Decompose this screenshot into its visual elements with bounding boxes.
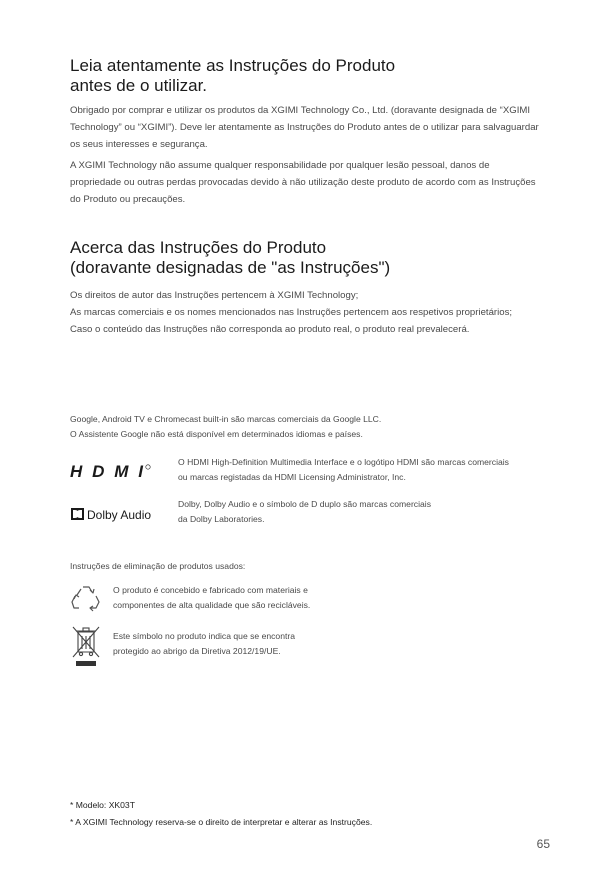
weee-notice: Este símbolo no produto indica que se encontra protegido ao abrigo da Diretiva 2012/19/UE.: [113, 631, 296, 656]
about-line-trademarks: As marcas comerciais e os nomes mencionados nas Instruções pertencem aos respetivos proprietários;: [70, 307, 513, 318]
about-list: [70, 287, 540, 338]
rights-note: * A XGIMI Technology reserva-se o direito de interpretar e alterar as Instruções.: [70, 817, 373, 827]
double-d-icon: [70, 505, 170, 525]
hdmi-notice: O HDMI High-Definition Multimedia Interface e o logótipo HDMI são marcas comerciais ou marcas registadas da HDMI Licensing Administrator, Inc.: [178, 457, 509, 482]
about-line-prevail: Caso o conteúdo das Instruções não corresponda ao produto real, o produto real prevalecerá.: [70, 324, 470, 335]
intro-title-line2: antes de o utilizar.: [70, 76, 208, 95]
model-note: * Modelo: XK03T: [70, 800, 135, 810]
recycle-notice: O produto é concebido e fabricado com materiais e componentes de alta qualidade que são recicláveis.: [113, 585, 311, 610]
dolby-logo-text: Dolby Audio: [87, 508, 152, 522]
page-number: 65: [536, 837, 550, 851]
hdmi-logo: [70, 461, 152, 481]
section-intro: [70, 56, 550, 96]
hdmi-logo-text: HDMI: [70, 462, 144, 481]
google-trademark-notice: [70, 412, 540, 442]
about-title-line1: Acerca das Instruções do Produto: [70, 238, 327, 257]
about-line-copyright: Os direitos de autor das Instruções pertencem à XGIMI Technology;: [70, 290, 359, 301]
recycle-icon: [70, 584, 102, 614]
disposal-heading: Instruções de eliminação de produtos usados:: [70, 561, 246, 571]
intro-title-line1: Leia atentamente as Instruções do Produto: [70, 56, 396, 75]
intro-title: [70, 56, 550, 96]
section-about: [70, 238, 550, 278]
dolby-logo: [70, 505, 170, 525]
google-line-1: Google, Android TV e Chromecast built-in são marcas comerciais da Google LLC.: [70, 414, 382, 424]
intro-paragraph-1: Obrigado por comprar e utilizar os produtos da XGIMI Technology Co., Ltd. (doravante designada de “XGIMI Technology” ou “XGIMI”). Deve ler atentamente as Instruções do Produto antes de o utilizar para salvaguardar os seus interesses e segurança.: [70, 105, 539, 150]
about-title: [70, 238, 550, 278]
crossed-bin-icon: [70, 624, 102, 668]
intro-paragraph-2: A XGIMI Technology não assume qualquer responsabilidade por qualquer lesão pessoal, danos de propriedade ou outras perdas provocadas devido à não utilização deste produto de acordo com as Instruções do Produto ou precauções.: [70, 160, 536, 205]
about-title-line2: (doravante designadas de "as Instruções"): [70, 258, 391, 277]
dolby-notice: Dolby, Dolby Audio e o símbolo de D duplo são marcas comerciais da Dolby Laboratories.: [178, 499, 431, 524]
google-line-2: O Assistente Google não está disponível em determinados idiomas e países.: [70, 429, 363, 439]
